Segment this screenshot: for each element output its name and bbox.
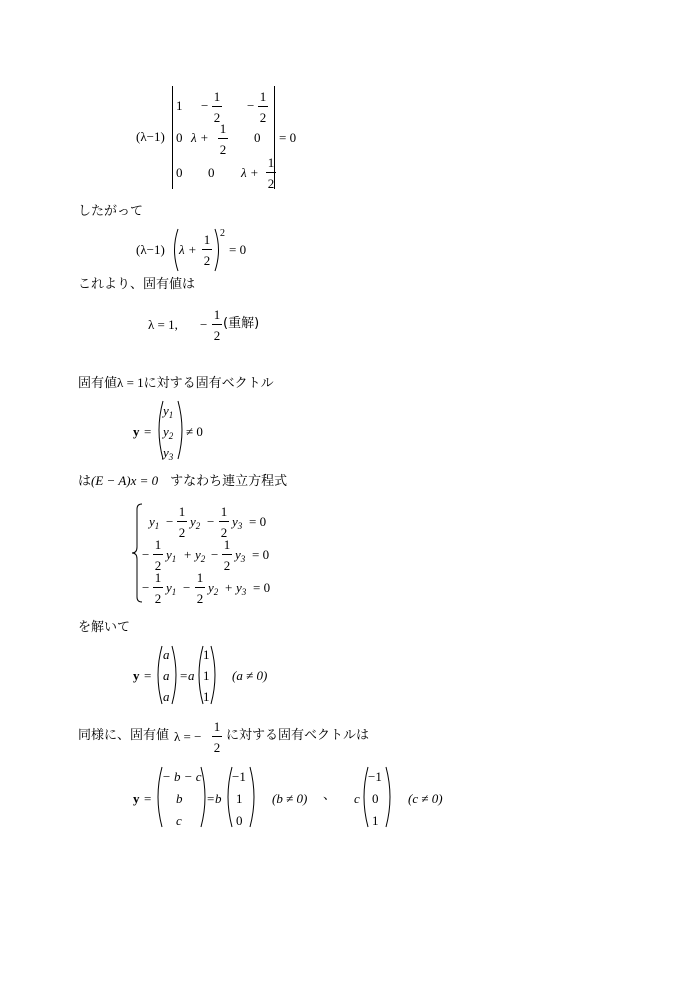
vec-y-label: y bbox=[133, 424, 140, 439]
det-r2c3: 0 bbox=[254, 130, 261, 145]
sol2-eq: = bbox=[144, 791, 152, 806]
sol2-coefc: c bbox=[354, 791, 360, 806]
section1-heading: 固有値λ = 1に対する固有ベクトル bbox=[78, 375, 274, 391]
sol2-paren-r3 bbox=[384, 766, 394, 828]
sol1-label: y bbox=[133, 668, 140, 683]
sol2-condc: (c ≠ 0) bbox=[408, 791, 443, 806]
vec-y-1: $y_1$ bbox=[163, 403, 174, 420]
eigvals-lambda: λ = 1, bbox=[148, 317, 178, 332]
det-r1c3-sign: − bbox=[247, 98, 255, 113]
eq2-frac: 1 2 bbox=[203, 232, 211, 268]
det-r1c2-frac: 1 2 bbox=[213, 89, 221, 125]
sol2-paren-r2 bbox=[248, 766, 258, 828]
eq2-left: (λ−1) bbox=[136, 242, 165, 257]
vec-y-neq: ≠ 0 bbox=[186, 424, 203, 439]
det-equals: = 0 bbox=[279, 130, 297, 145]
vec-y-eq: = bbox=[144, 424, 152, 439]
sol1-eq: = bbox=[144, 668, 152, 683]
sol1-w1: 1 bbox=[203, 647, 210, 662]
vec-y-2: $y_2$ bbox=[163, 424, 174, 441]
page: (λ−1) 1 − 1 2 − 1 2 0 λ + 1 2 0 0 0 λ + 1 2 = 0 したがって (λ−1) λ + 1 2 2 = 0 これより、固有値は λ = 1, − 1 2 (重解) 固有値λ = 1に対する固有ベクトル y = $y_1$ $y_2$ $y_3$ ≠ 0 は(E − A)x = 0 すなわち連立方程式 $y_1$ − 1 2 $y_2$ − 1 2 $y_3$ = 0 − 1 2 $y_1$ + $y_2$ − 1 2 $y_3$ = 0 − 1 2 $y_1$ − 1 2 $y_2$ + $y_3$ = 0 を解いて y = a a a = a 1 1 1 (a ≠ 0) 同様に、固有値 λ = − 1 2 に対する固有ベクトルは y = − b − c b c = b −1 1 0 (b ≠ 0) 、 c −1 0 1 (c ≠ 0) bbox=[0, 0, 700, 989]
text-koreyori: これより、固有値は bbox=[78, 277, 196, 292]
sol2-u1: −1 bbox=[368, 769, 382, 784]
sol2-separator: 、 bbox=[323, 788, 337, 803]
sol2-eq2: = bbox=[207, 791, 215, 806]
sol1-cond: (a ≠ 0) bbox=[232, 668, 268, 683]
sol2-v2: b bbox=[176, 791, 183, 806]
det-r2c2-frac: 1 2 bbox=[219, 121, 227, 157]
sol2-v1: − b − c bbox=[162, 769, 202, 784]
eigvals-frac: 1 2 bbox=[213, 307, 221, 343]
sol1-v2: a bbox=[163, 668, 170, 683]
sol2-coefb: b bbox=[215, 791, 222, 806]
det-r1c1: 1 bbox=[176, 98, 183, 113]
sol2-condb: (b ≠ 0) bbox=[272, 791, 308, 806]
sol2-w2: 1 bbox=[236, 791, 243, 806]
sol1-eq2: = bbox=[180, 668, 188, 683]
sol2-w3: 0 bbox=[236, 813, 243, 828]
eq2-power: 2 bbox=[220, 228, 225, 239]
vec-y-3: $y_3$ bbox=[163, 445, 174, 462]
sol1-paren-r1 bbox=[170, 645, 180, 705]
det-coefficient: (λ−1) bbox=[136, 129, 165, 144]
sol2-w1: −1 bbox=[232, 769, 246, 784]
sol1-v1: a bbox=[163, 647, 170, 662]
sol1-coef: a bbox=[188, 668, 195, 683]
det-r3c2: 0 bbox=[208, 165, 215, 180]
eigvals-sign: − bbox=[200, 317, 208, 332]
sol2-label: y bbox=[133, 791, 140, 806]
sol2-u3: 1 bbox=[372, 813, 379, 828]
system-intro: は(E − A)x = 0 すなわち連立方程式 bbox=[78, 473, 288, 489]
det-left-bar bbox=[172, 86, 173, 189]
text-shitagatte: したがって bbox=[78, 204, 144, 219]
det-r3c3-lambda: λ + bbox=[241, 165, 259, 180]
eq2-inner: λ + bbox=[179, 242, 197, 257]
det-r2c1: 0 bbox=[176, 130, 183, 145]
det-r1c2-sign: − bbox=[201, 98, 209, 113]
eq2-equals: = 0 bbox=[229, 242, 247, 257]
sol1-v3: a bbox=[163, 689, 170, 704]
sol1-paren-r2 bbox=[209, 645, 219, 705]
sol2-u2: 0 bbox=[372, 791, 379, 806]
det-r3c1: 0 bbox=[176, 165, 183, 180]
text-tokite: を解いて bbox=[78, 620, 131, 635]
sol1-w2: 1 bbox=[203, 668, 210, 683]
sol1-w3: 1 bbox=[203, 689, 210, 704]
det-r3c3-frac: 1 2 bbox=[267, 155, 275, 191]
det-r1c3-frac: 1 2 bbox=[259, 89, 267, 125]
eigvals-note: (重解) bbox=[223, 316, 260, 331]
det-r2c2-lambda: λ + bbox=[191, 130, 209, 145]
vec-y-right-paren bbox=[176, 400, 186, 460]
sol2-v3: c bbox=[176, 813, 182, 828]
